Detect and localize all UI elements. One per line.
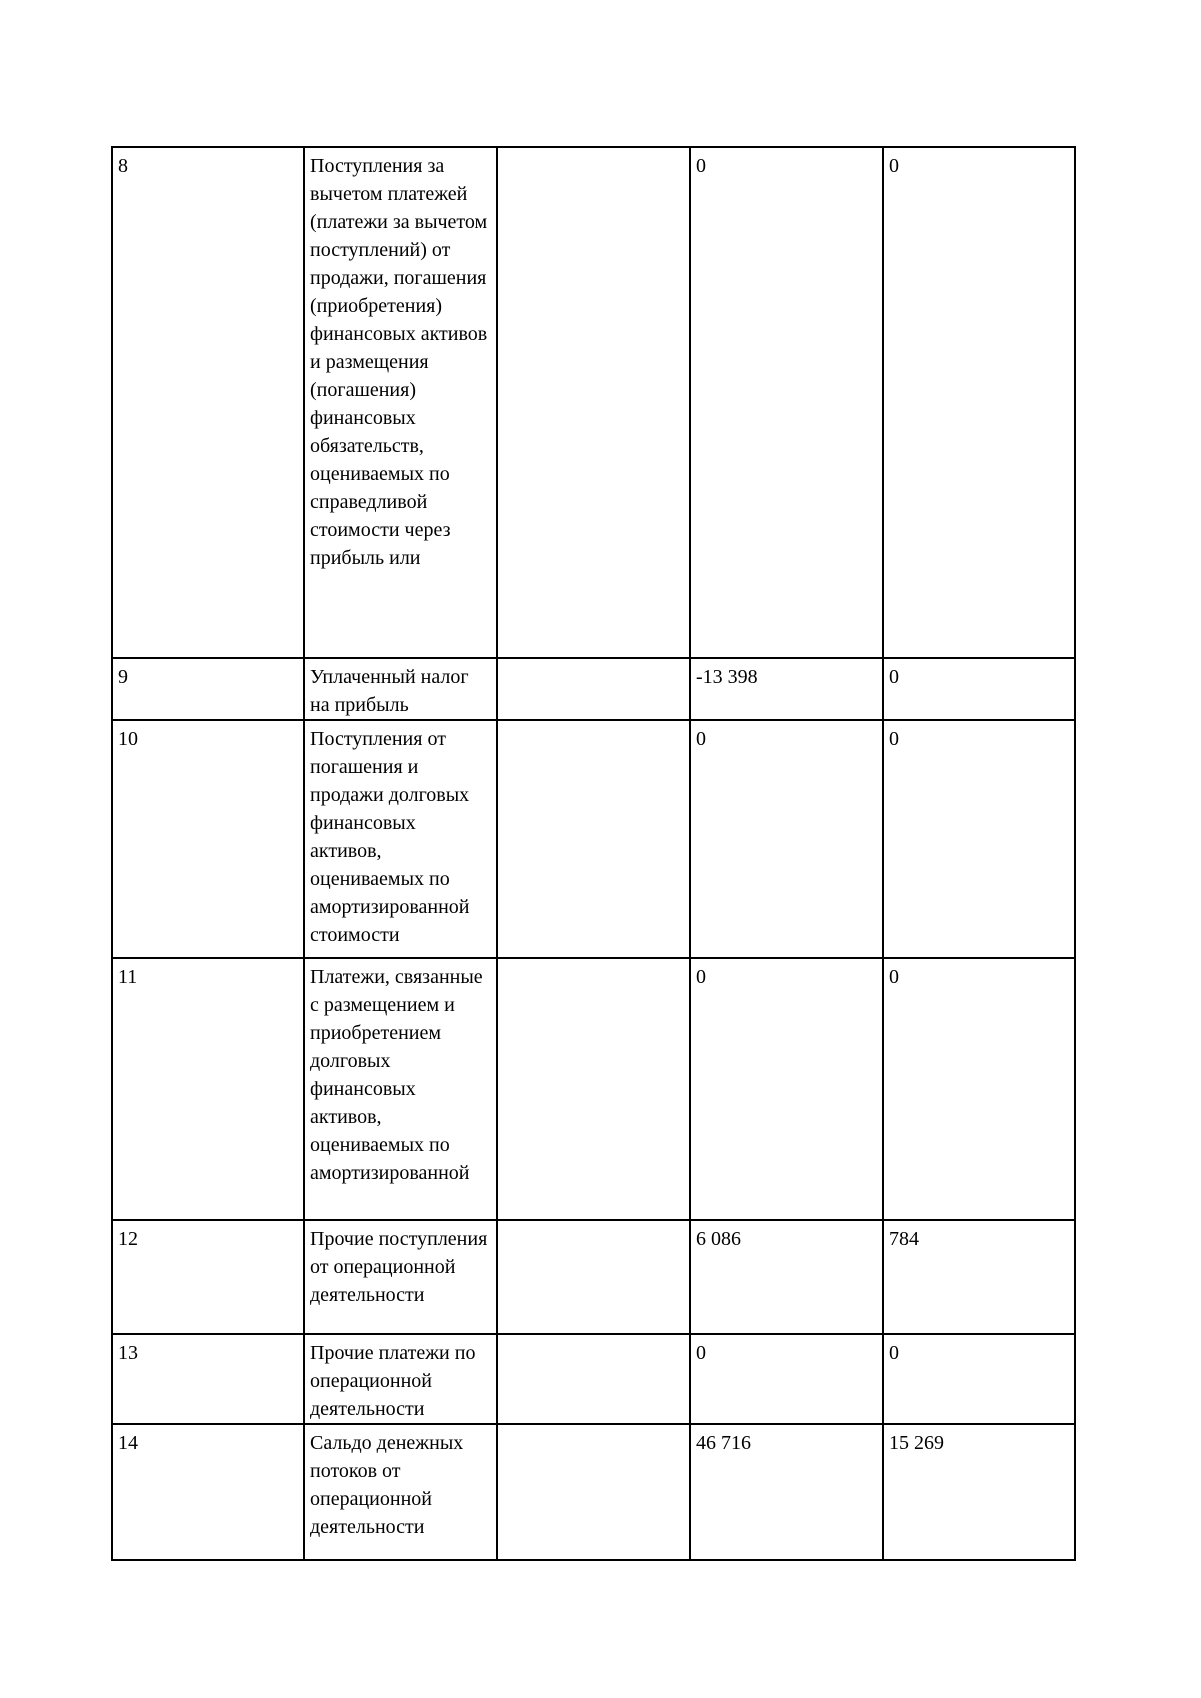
table-row (112, 720, 1075, 958)
table-row (112, 958, 1075, 1220)
previous-period-value: 0 (883, 147, 1075, 658)
current-period-value: 0 (690, 147, 883, 658)
table-row (112, 658, 1075, 720)
current-period-value: 0 (690, 1334, 883, 1424)
note-cell (497, 720, 690, 958)
current-period-value: -13 398 (690, 658, 883, 720)
row-label-cell: Поступления от погашения и продажи долговых финансовых активов, оцениваемых по амортизированной стоимости (304, 720, 497, 958)
row-number-cell: 9 (112, 658, 304, 720)
row-number-cell: 10 (112, 720, 304, 958)
row-label-cell: Сальдо денежных потоков от операционной деятельности (304, 1424, 497, 1560)
cash-flow-table (111, 146, 1076, 1561)
table-row (112, 1334, 1075, 1424)
table-row (112, 1220, 1075, 1334)
note-cell (497, 1220, 690, 1334)
previous-period-value: 784 (883, 1220, 1075, 1334)
row-number-cell: 13 (112, 1334, 304, 1424)
previous-period-value: 15 269 (883, 1424, 1075, 1560)
row-label-cell: Прочие поступления от операционной деятельности (304, 1220, 497, 1334)
previous-period-value: 0 (883, 1334, 1075, 1424)
row-number-cell: 11 (112, 958, 304, 1220)
row-label-cell: Уплаченный налог на прибыль (304, 658, 497, 720)
current-period-value: 0 (690, 720, 883, 958)
row-number-cell: 14 (112, 1424, 304, 1560)
table-row (112, 147, 1075, 658)
current-period-value: 6 086 (690, 1220, 883, 1334)
current-period-value: 0 (690, 958, 883, 1220)
note-cell (497, 658, 690, 720)
note-cell (497, 958, 690, 1220)
note-cell (497, 147, 690, 658)
previous-period-value: 0 (883, 958, 1075, 1220)
note-cell (497, 1424, 690, 1560)
previous-period-value: 0 (883, 658, 1075, 720)
table-row (112, 1424, 1075, 1560)
previous-period-value: 0 (883, 720, 1075, 958)
note-cell (497, 1334, 690, 1424)
row-label-cell: Поступления за вычетом платежей (платежи за вычетом поступлений) от продажи, погашения (приобретения) финансовых активов и размещения (погашения) финансовых обязательств, оцениваемых по справедливой стоимости через прибыль или (304, 147, 497, 658)
row-label-cell: Прочие платежи по операционной деятельности (304, 1334, 497, 1424)
row-number-cell: 12 (112, 1220, 304, 1334)
current-period-value: 46 716 (690, 1424, 883, 1560)
row-number-cell: 8 (112, 147, 304, 658)
row-label-cell: Платежи, связанные с размещением и приобретением долговых финансовых активов, оцениваемых по амортизированной (304, 958, 497, 1220)
